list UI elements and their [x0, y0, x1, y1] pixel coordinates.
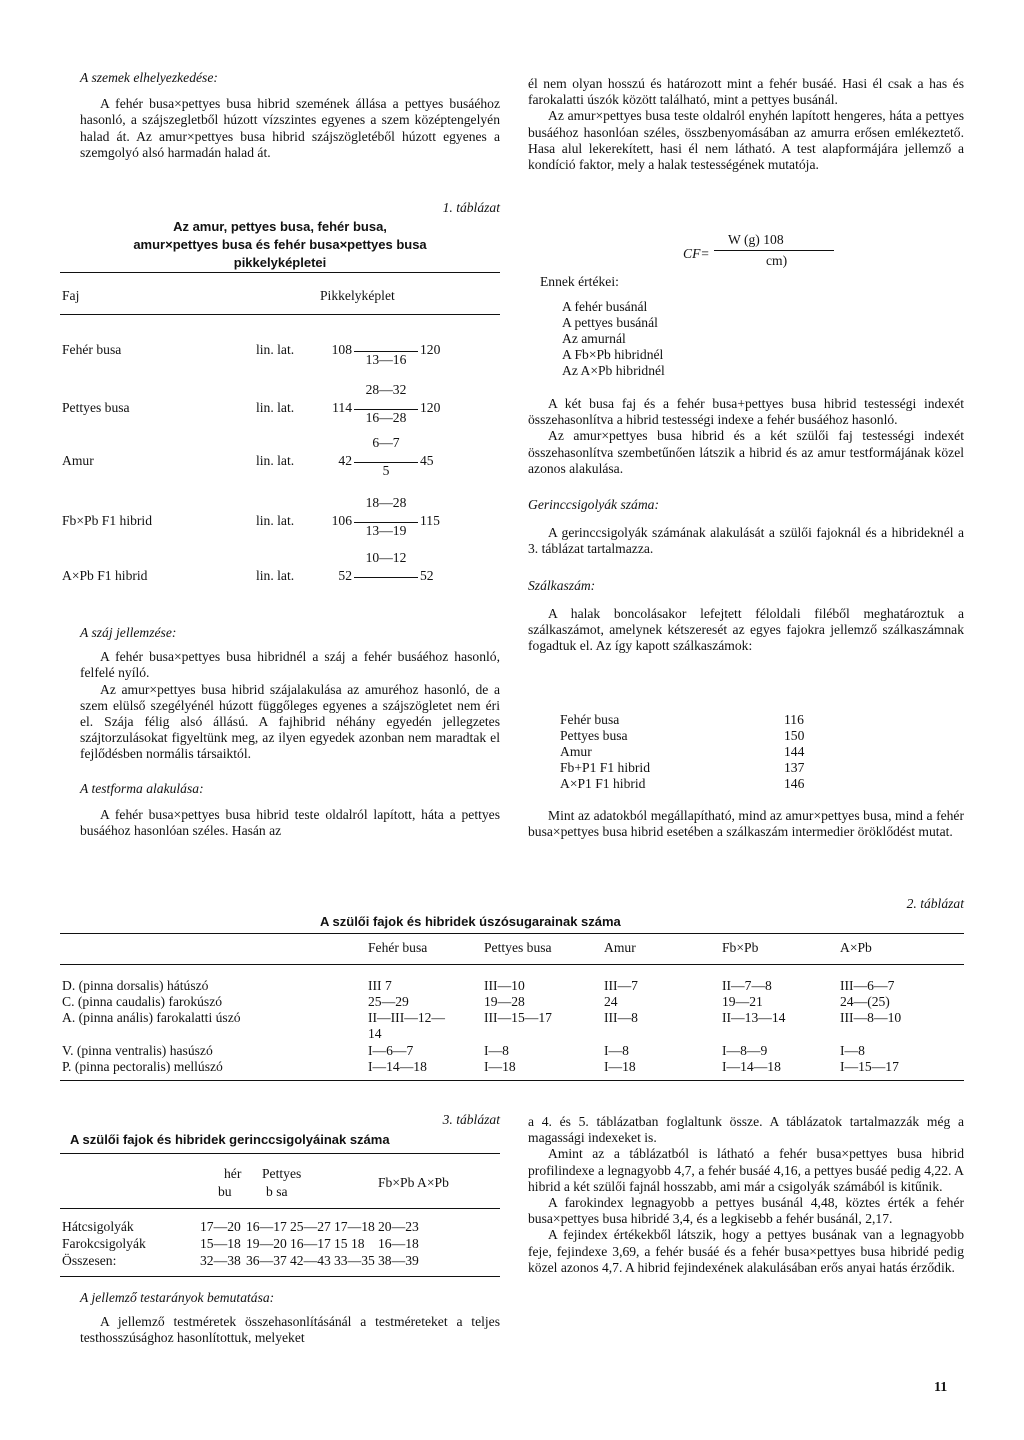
- table2-row-label: V. (pinna ventralis) hasúszó: [62, 1043, 213, 1058]
- mouth-section: [80, 625, 500, 839]
- proportions-heading: A jellemző testarányok bemutatása:: [80, 1290, 275, 1305]
- table2-cell: 14: [368, 1026, 382, 1041]
- table3-title: A szülői fajok és hibridek gerinccsigolyáinak száma: [70, 1132, 390, 1147]
- table1-right-value: 115: [420, 513, 440, 528]
- table3-row-label: Hátcsigolyák: [62, 1219, 134, 1234]
- table3-cell: 16—17: [246, 1219, 287, 1234]
- right-paragraph-1: él nem olyan hosszú és határozott mint a fehér busáé. Hasi él csak a has és farokalatti úszók között található, mint a pettyes busánál.: [528, 76, 964, 108]
- table2-cell: I—6—7: [368, 1043, 414, 1058]
- table1-top-value: 28—32: [365, 382, 407, 397]
- scale-count-species: Fb+P1 F1 hibrid: [560, 760, 651, 775]
- table1-lin-lat: lin. lat.: [256, 513, 295, 528]
- table1-title-line1: Az amur, pettyes busa, fehér busa,: [173, 219, 387, 234]
- eyes-paragraph: A fehér busa×pettyes busa hibrid szemének állása a pettyes busáéhoz hasonló, a szájszegletből húzott vízszintes egyenes a szem középtengelyén halad át. Az amur×pettyes busa hibrid szájszögletéből húzott egyenes a szemgolyó alsó harmadán halad át.: [80, 96, 500, 160]
- table3-cell: 17—20: [200, 1219, 241, 1234]
- bottom-left-block: [80, 1290, 500, 1347]
- right-paragraph-3: A két busa faj és a fehér busa+pettyes busa hibrid testességi indexét összehasonlítva a hibrid testességi indexe a fehér busáéhoz hasonló.: [528, 396, 964, 428]
- scale-count-value: 150: [784, 728, 805, 743]
- table2-row-label: P. (pinna pectoralis) mellúszó: [62, 1059, 223, 1074]
- scale-count-row: [560, 712, 820, 728]
- table3-cell: 32—38: [200, 1253, 241, 1268]
- bottom-right-paragraph-4: A fejindex értékekből látszik, hogy a pettyes busának van a legnagyobb feje, fejindexe 3,69, a fehér busáé és a fehér busa×pettyes busa hibridé pedig közel azonos 4,7. A hibrid fejindexének alakulásában erős anyai hatás érződik.: [528, 1227, 964, 1275]
- values-list: [562, 299, 665, 379]
- scale-conclusion-block: [528, 808, 964, 840]
- table3-cell: 42—43: [290, 1253, 331, 1268]
- scale-count-table: [560, 712, 820, 792]
- table1-top-rule: [60, 272, 500, 273]
- table3-header-c: Fb×Pb A×Pb: [378, 1175, 449, 1190]
- table2-label: 2. táblázat: [906, 896, 964, 911]
- table1-species: Fb×Pb F1 hibrid: [62, 513, 153, 528]
- bottom-right-paragraph-2: Amint az a táblázatból is látható a fehér busa×pettyes busa hibrid profilindexe a legnagyobb 4,7, a fehér busáé 4,16, a pettyes busáé pedig 4,22. A hibrid a két szülői fajnál hosszabb, ami már a csigolyák számából is kitűnik.: [528, 1146, 964, 1194]
- table1-lin-lat: lin. lat.: [256, 342, 295, 357]
- scale-count-heading: Szálkaszám:: [528, 577, 596, 593]
- values-item-3: A Fb×Pb hibridnél: [562, 347, 664, 362]
- table2-cell: II—13—14: [722, 1010, 786, 1025]
- table1-species: Pettyes busa: [62, 400, 130, 415]
- table1-header-rule: [60, 314, 500, 315]
- table3-header-b1: Pettyes: [262, 1166, 302, 1181]
- formula-denominator: cm): [766, 253, 788, 268]
- table1-fraction-line: [354, 577, 418, 578]
- scale-count-species: Fehér busa: [560, 712, 620, 727]
- table2-cell: I—18: [604, 1059, 636, 1074]
- table3-top-rule: [60, 1153, 500, 1154]
- scale-count-value: 137: [784, 760, 805, 775]
- table2-cell: III—10: [484, 978, 525, 993]
- table3-row-label: Farokcsigolyák: [62, 1236, 146, 1251]
- right-paragraph-2: Az amur×pettyes busa teste oldalról enyhén lapított hengeres, háta a pettyes busáéhoz hasonlóan széles, összbenyomásában az amurra erősen emlékeztető. Hasa alul lekerekített, hasi él nem látható. A test alapformájára jellemző a kondíció faktor, mely a halak testességének mutatója.: [528, 108, 964, 173]
- scale-count-value: 116: [784, 712, 804, 727]
- table1-top-value: 18—28: [365, 495, 407, 510]
- table1-lin-lat: lin. lat.: [256, 400, 295, 415]
- table1-lin-lat: lin. lat.: [256, 568, 295, 583]
- table3-header-b2: b sa: [266, 1184, 288, 1199]
- table3-cell: 16—18: [378, 1236, 419, 1251]
- table1-bottom-value: 16—28: [365, 410, 407, 425]
- bottom-right-paragraph-3: A farokindex legnagyobb a pettyes busánál 4,48, köztes érték a fehér busa×pettyes busa hibridé 3,4, és a legkisebb a fehér busánál, 2,17.: [528, 1195, 964, 1227]
- table2-cell: I—14—18: [368, 1059, 427, 1074]
- table3-cell: 15—18: [200, 1236, 241, 1251]
- table2-bottom-rule: [60, 1080, 964, 1081]
- table2-column-header: Fb×Pb: [722, 940, 759, 955]
- table1-bottom-value: 13—19: [365, 523, 407, 538]
- table2-cell: 19—21: [722, 994, 763, 1009]
- table1-left-value: 114: [332, 400, 352, 415]
- table3-label: 3. táblázat: [442, 1112, 500, 1127]
- right-paragraph-4: Az amur×pettyes busa hibrid és a két szülői faj testességi indexét összehasonlítva szembetűnően látszik a hibrid és az amur testformájának közel azonos alakulása.: [528, 428, 964, 476]
- vertebrae-paragraph: A gerinccsigolyák számának alakulását a szülői fajoknál és a hibrideknél a 3. táblázat tartalmazza.: [528, 525, 964, 557]
- bottom-right-block: [528, 1114, 964, 1276]
- right-column-mid: [528, 396, 964, 654]
- values-item-1: A pettyes busánál: [562, 315, 658, 330]
- table2-cell: I—8: [484, 1043, 509, 1058]
- table1-top-value: 10—12: [365, 550, 407, 565]
- table2-cell: 19—28: [484, 994, 525, 1009]
- scale-count-value: 146: [784, 776, 805, 791]
- body-form-paragraph: A fehér busa×pettyes busa hibrid teste oldalról lapított, háta a pettyes busáéhoz hasonlóan széles. Hasán az: [80, 806, 500, 839]
- table1-fraction-line: [354, 409, 418, 410]
- scale-count-row: [560, 776, 820, 792]
- proportions-paragraph: A jellemző testméretek összehasonlításánál a testméreteket a teljes testhosszúsághoz hasonlítottuk, melyeket: [80, 1314, 500, 1346]
- table3-cell: 36—37: [246, 1253, 287, 1268]
- table1-right-value: 120: [420, 400, 441, 415]
- mouth-paragraph-1: A fehér busa×pettyes busa hibridnél a száj a fehér busáéhoz hasonló, felfelé nyíló.: [80, 649, 500, 681]
- table2-cell: I—8—9: [722, 1043, 768, 1058]
- table3-cell: 33—35: [334, 1253, 375, 1268]
- table2-column-header: A×Pb: [840, 940, 872, 955]
- table1-species: A×Pb F1 hibrid: [62, 568, 148, 583]
- table1-title: [60, 218, 500, 272]
- table3-cell: 15 18: [334, 1236, 365, 1251]
- scale-count-row: [560, 728, 820, 744]
- table2-cell: III—15—17: [484, 1010, 552, 1025]
- right-column-top: [528, 76, 964, 173]
- table1-right-value: 45: [420, 453, 434, 468]
- values-intro: Ennek értékei:: [540, 274, 619, 289]
- table2-cell: III—8—10: [840, 1010, 902, 1025]
- table3-row-label: Összesen:: [62, 1253, 117, 1268]
- table2-cell: III—8: [604, 1010, 638, 1025]
- table1-left-value: 106: [331, 513, 352, 528]
- table1-bottom-value: 5: [382, 463, 390, 478]
- table1-fraction-line: [354, 351, 418, 352]
- values-item-4: Az A×Pb hibridnél: [562, 363, 665, 378]
- table1-label: 1. táblázat: [442, 200, 500, 215]
- body-form-heading: A testforma alakulása:: [80, 780, 204, 796]
- table2-top-rule: [60, 933, 964, 934]
- scale-count-row: [560, 744, 820, 760]
- table3-header-a1: hér: [224, 1166, 242, 1181]
- page-number: 11: [934, 1380, 948, 1395]
- table2-cell: 24—(25): [840, 994, 890, 1009]
- table2-cell: 25—29: [368, 994, 409, 1009]
- table2-cell: I—14—18: [722, 1059, 781, 1074]
- table3-bottom-rule: [60, 1276, 500, 1277]
- scale-count-species: Pettyes busa: [560, 728, 628, 743]
- table1-fraction-line: [354, 522, 418, 523]
- mouth-paragraph-2: Az amur×pettyes busa hibrid szájalakulása az amuréhoz hasonló, de a szem elülső szegélyénél húzott függőleges egyenes a szájszögletet nem éri el. Szája félig alsó állású. A fajhibrid néhány egyedén jellegzetes szájtorzulásokat figyeltünk meg, az ilyen egyedek azonban nem maradtak el fejlődésben normális társaiktól.: [80, 681, 500, 762]
- table2-cell: I—18: [484, 1059, 516, 1074]
- table2-row-label: D. (pinna dorsalis) hátúszó: [62, 978, 209, 993]
- table1-right-value: 52: [420, 568, 434, 583]
- table2-column-header: Pettyes busa: [484, 940, 552, 955]
- table2-cell: III—6—7: [840, 978, 895, 993]
- table2-title: A szülői fajok és hibridek úszósugarainak száma: [320, 914, 621, 929]
- table2-cell: II—7—8: [722, 978, 772, 993]
- table2-column-header: Fehér busa: [368, 940, 428, 955]
- table2-cell: 24: [604, 994, 618, 1009]
- table3-cell: 19—20: [246, 1236, 287, 1251]
- table1-col-pikkely: Pikkelyképlet: [320, 288, 395, 303]
- table1-title-line2: amur×pettyes busa és fehér busa×pettyes busa: [133, 237, 427, 252]
- scale-count-species: Amur: [560, 744, 592, 759]
- table3-header-a2: bu: [218, 1184, 232, 1199]
- table2-row-label: A. (pinna anális) farokalatti úszó: [62, 1010, 241, 1025]
- table1-lin-lat: lin. lat.: [256, 453, 295, 468]
- table2-cell: I—8: [840, 1043, 865, 1058]
- table1-left-value: 52: [338, 568, 352, 583]
- table1-species: Fehér busa: [62, 342, 122, 357]
- table1-left-value: 42: [338, 453, 352, 468]
- formula-cf: CF=: [683, 246, 710, 261]
- table1-bottom-value: 13—16: [365, 352, 407, 367]
- table2-row-label: C. (pinna caudalis) farokúszó: [62, 994, 223, 1009]
- table2-cell: I—8: [604, 1043, 629, 1058]
- table3-cell: 17—18: [334, 1219, 375, 1234]
- table1-right-value: 120: [420, 342, 441, 357]
- table1-col-faj: Faj: [62, 288, 80, 303]
- mouth-heading: A száj jellemzése:: [80, 625, 177, 640]
- scale-count-species: A×P1 F1 hibrid: [560, 776, 646, 791]
- table1-fraction-line: [354, 462, 418, 463]
- vertebrae-heading: Gerinccsigolyák száma:: [528, 497, 659, 513]
- table1-title-line3: pikkelyképletei: [233, 255, 327, 270]
- table3-cell: 20—23: [378, 1219, 419, 1234]
- eyes-heading: A szemek elhelyezkedése:: [80, 70, 218, 85]
- formula-fraction-line: [714, 250, 834, 251]
- table2-cell: III 7: [368, 978, 392, 993]
- table2-cell: II—III—12—: [368, 1010, 446, 1025]
- scale-count-row: [560, 760, 820, 776]
- table2-cell: III—7: [604, 978, 638, 993]
- values-item-2: Az amurnál: [562, 331, 626, 346]
- table3-header-rule: [60, 1208, 500, 1209]
- values-item-0: A fehér busánál: [562, 299, 648, 314]
- table3-cell: 38—39: [378, 1253, 419, 1268]
- table2-header-rule: [60, 964, 964, 965]
- table1-species: Amur: [62, 453, 94, 468]
- table1-top-value: 6—7: [372, 435, 400, 450]
- table3-cell: 25—27: [290, 1219, 331, 1234]
- table3-cell: 16—17: [290, 1236, 331, 1251]
- table1-left-value: 108: [331, 342, 352, 357]
- table2-cell: I—15—17: [840, 1059, 899, 1074]
- scale-count-value: 144: [784, 744, 805, 759]
- bottom-right-paragraph-1: a 4. és 5. táblázatban foglaltunk össze. A táblázatok tartalmazzák még a magassági indexeket is.: [528, 1114, 964, 1146]
- left-column-top: [80, 70, 500, 161]
- formula-numerator: W (g) 108: [728, 232, 784, 247]
- scale-count-paragraph: A halak boncolásakor lefejtett féloldali filéből meghatároztuk a szálkaszámot, amelynek kétszeresét az egyes fajokra jellemző szálkaszámnak fogadtuk el. Az így kapott szálkaszámok:: [528, 605, 964, 654]
- scale-conclusion: Mint az adatokból megállapítható, mind az amur×pettyes busa, mind a fehér busa×pettyes busa hibrid esetében a szálkaszám intermedier öröklődést mutat.: [528, 808, 964, 840]
- table2-column-header: Amur: [604, 940, 636, 955]
